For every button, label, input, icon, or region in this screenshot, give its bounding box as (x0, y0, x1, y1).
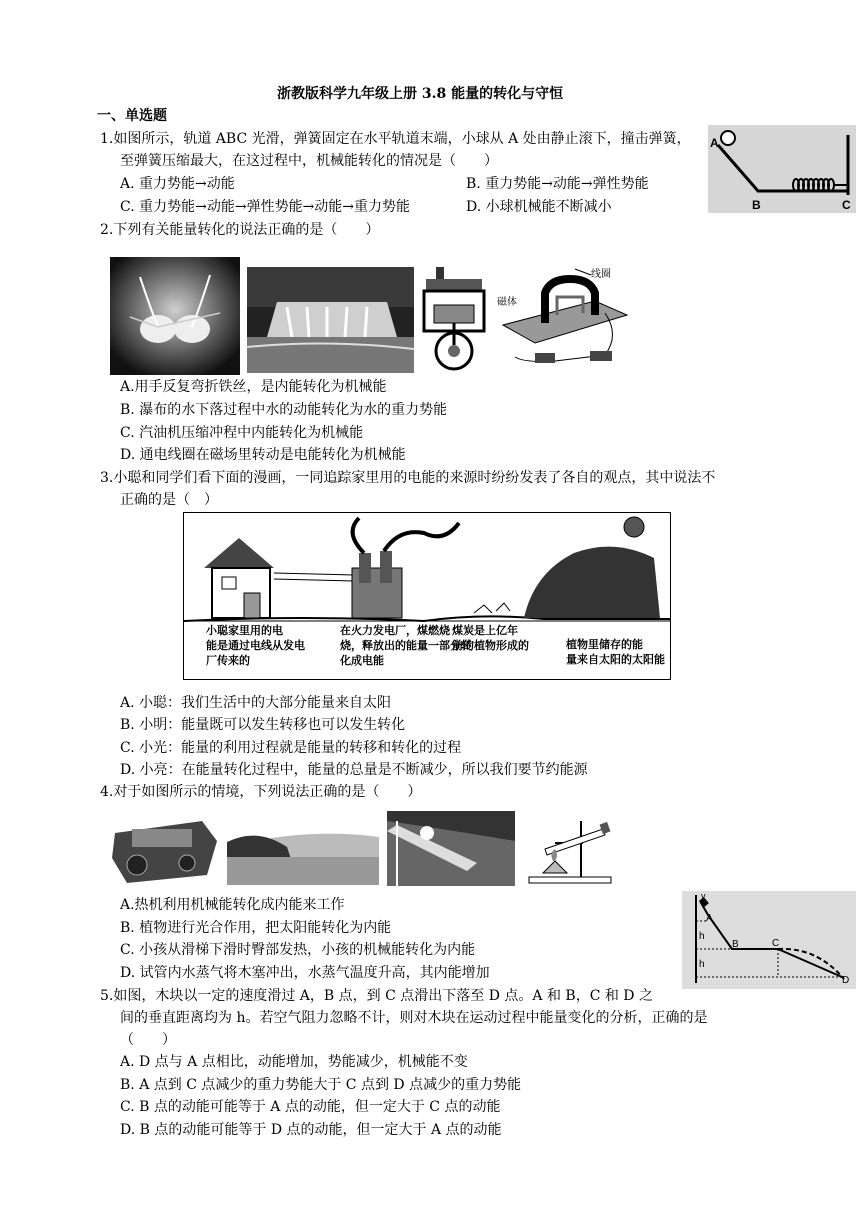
q2-coil-magnet-diagram (495, 265, 633, 373)
q5-slope-figure (682, 891, 856, 989)
q1-option-b: B. 重力势能→动能→弹性势能 (466, 176, 649, 192)
q3-caption-1: 小聪家里用的电 能是通过电线从发电 厂传来的 (206, 624, 305, 667)
q5-option-c: C. B 点的动能可能等于 A 点的动能，但一定大于 C 点的动能 (120, 1099, 501, 1115)
q2-option-a: A.用手反复弯折铁丝，是内能转化为机械能 (120, 379, 387, 395)
q3-caption-3: 煤炭是上亿年 前的植物形成的 (452, 624, 529, 652)
q2-coil-label: 线圈 (591, 269, 611, 280)
q5-label-d: D (842, 975, 850, 986)
q1-stem-line1: 1.如图所示，轨道 ABC 光滑，弹簧固定在水平轨道末端，小球从 A 处由静止滚下，撞击弹簧， (100, 131, 691, 147)
q4-option-a: A.热机利用机械能转化成内能来工作 (120, 897, 345, 913)
q5-stem-line1: 5.如图，木块以一定的速度滑过 A，B 点，到 C 点滑出下落至 D 点。A 和 B，C 和 D 之 (100, 988, 653, 1004)
q4-engine-photo (107, 813, 222, 887)
q3-caption-2: 在火力发电厂，煤燃烧 烧，释放出的能量一部分转 化成电能 (340, 624, 472, 667)
q5-label-v: v (701, 891, 706, 901)
section-heading: 一、单选题 (97, 108, 167, 124)
q1-option-d: D. 小球机械能不断减小 (466, 199, 612, 215)
q5-stem-line3: （ ） (120, 1032, 176, 1048)
q5-label-b: B (732, 939, 739, 950)
q2-magnet-label: 磁体 (497, 297, 517, 308)
q1-stem-line2: 至弹簧压缩最大，在这过程中，机械能转化的情况是（ ） (120, 153, 498, 169)
q4-option-c: C. 小孩从滑梯下滑时臀部发热，小孩的机械能转化为内能 (120, 942, 476, 958)
q1-track-figure (708, 125, 856, 213)
page-title: 浙教版科学九年级上册 3.8 能量的转化与守恒 (277, 86, 564, 102)
q1-label-a: A (710, 136, 719, 150)
q2-waterfall-photo (247, 267, 414, 373)
q1-label-b: B (752, 198, 761, 212)
q4-test-tube-diagram (525, 813, 615, 888)
q3-comic (183, 512, 671, 680)
q5-stem-line2: 间的垂直距离均为 h。若空气阻力忽略不计，则对木块在运动过程中能量变化的分析，正确的是 (120, 1010, 708, 1026)
q2-option-b: B. 瀑布的水下落过程中水的动能转化为水的重力势能 (120, 402, 448, 418)
q3-option-a: A. 小聪：我们生活中的大部分能量来自太阳 (120, 695, 392, 711)
q5-label-h1: h (699, 931, 705, 942)
q3-option-c: C. 小光：能量的利用过程就是能量的转移和转化的过程 (120, 740, 462, 756)
q5-option-d: D. B 点的动能可能等于 D 点的动能，但一定大于 A 点的动能 (120, 1122, 502, 1138)
q1-option-c: C. 重力势能→动能→弹性势能→动能→重力势能 (120, 199, 411, 215)
q5-label-a: A (706, 913, 713, 924)
q2-stem: 2.下列有关能量转化的说法正确的是（ ） (100, 222, 380, 238)
q4-option-b: B. 植物进行光合作用，把太阳能转化为内能 (120, 920, 392, 936)
q3-caption-4: 植物里储存的能 量来自太阳的太阳能 (566, 638, 665, 666)
q4-slide-photo (387, 811, 515, 886)
q1-option-a: A. 重力势能→动能 (120, 176, 235, 192)
q4-option-d: D. 试管内水蒸气将木塞冲出，水蒸气温度升高，其内能增加 (120, 965, 490, 981)
q3-stem-line1: 3.小聪和同学们看下面的漫画，一同追踪家里用的电能的来源时纷纷发表了各自的观点，其中说法不 (100, 470, 716, 486)
q5-label-c: C (772, 938, 780, 949)
q5-option-b: B. A 点到 C 点减少的重力势能大于 C 点到 D 点减少的重力势能 (120, 1077, 522, 1093)
q2-option-c: C. 汽油机压缩冲程中内能转化为机械能 (120, 425, 364, 441)
q5-label-h2: h (699, 959, 705, 970)
q4-stem: 4.对于如图所示的情境，下列说法正确的是（ ） (100, 784, 422, 800)
q2-option-d: D. 通电线圈在磁场里转动是电能转化为机械能 (120, 447, 406, 463)
q3-option-b: B. 小明：能量既可以发生转移也可以发生转化 (120, 717, 406, 733)
q5-option-a: A. D 点与 A 点相比，动能增加，势能减少，机械能不变 (120, 1054, 468, 1070)
q3-option-d: D. 小亮：在能量转化过程中，能量的总量是不断减少，所以我们要节约能源 (120, 762, 588, 778)
q2-engine-diagram (418, 265, 490, 373)
q3-stem-line2: 正确的是（ ） (120, 492, 218, 508)
q4-plant-photo (227, 817, 379, 885)
q2-bending-wire-photo (110, 257, 240, 375)
q1-label-c: C (842, 198, 851, 212)
